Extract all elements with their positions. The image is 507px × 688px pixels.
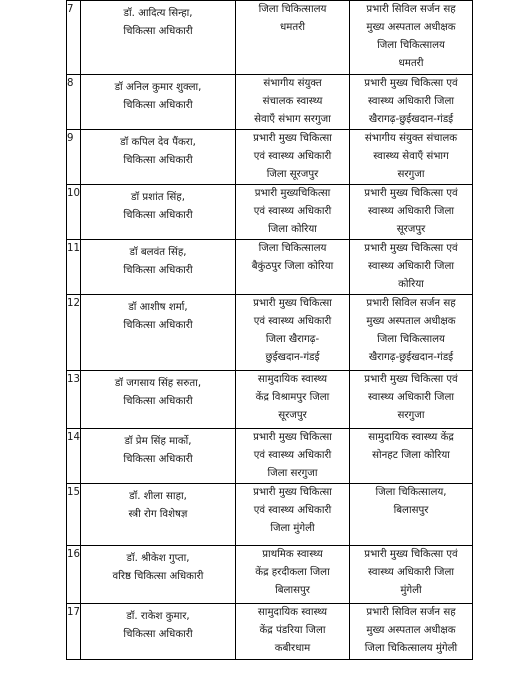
officer-name-line: डॉ अनिल कुमार शुक्ला, [114, 82, 202, 93]
current-posting-line: एवं स्वास्थ्य अधिकारी [253, 151, 332, 162]
new-posting-line: स्वास्थ्य अधिकारी जिला [367, 206, 455, 217]
officer-name-line: डॉ जगसाय सिंह सरुता, [114, 378, 202, 389]
serial-number-cell [67, 1, 81, 75]
serial-number: 11 [67, 243, 80, 254]
officer-name-cell [81, 75, 236, 130]
officer-name-line: चिकित्सा अधिकारी [123, 26, 193, 37]
new-posting-line: सोनहट जिला कोरिया [372, 450, 450, 461]
serial-number: 13 [67, 374, 80, 385]
officer-name-line: चिकित्सा अधिकारी [123, 629, 193, 640]
table-row [67, 371, 473, 429]
officer-name-line: वरिष्ठ चिकित्सा अधिकारी [112, 571, 204, 582]
new-posting-line: प्रभारी सिविल सर्जन सह [366, 607, 456, 618]
new-posting-line: स्वास्थ्य सेवाएँ संभाग [373, 151, 449, 162]
officer-name-line: डॉ प्रशांत सिंह, [131, 192, 185, 203]
table-row [67, 185, 473, 240]
new-posting-line: सरगुजा [397, 169, 425, 180]
serial-number-cell [67, 75, 81, 130]
officer-name-line: डॉ. शीला साहा, [129, 491, 187, 502]
table-row [67, 604, 473, 660]
serial-number-cell [67, 546, 81, 604]
table-row [67, 484, 473, 546]
table-body [67, 1, 473, 660]
serial-number: 17 [67, 607, 80, 618]
serial-number-cell [67, 240, 81, 295]
serial-number-cell [67, 604, 81, 660]
new-posting-cell [350, 130, 473, 185]
new-posting-line: मुख्य अस्पताल अधीक्षक [366, 316, 456, 327]
serial-number: 15 [67, 487, 80, 498]
officer-name-cell [81, 604, 236, 660]
officer-name-cell [81, 371, 236, 429]
current-posting-line: जिला मुंगेली [270, 523, 315, 534]
current-posting-cell [236, 130, 350, 185]
current-posting-cell [236, 429, 350, 484]
new-posting-line: धमतरी [398, 58, 424, 69]
current-posting-line: एवं स्वास्थ्य अधिकारी [253, 450, 332, 461]
current-posting-cell [236, 546, 350, 604]
officer-name-line: डॉ कपिल देव पैंकरा, [120, 137, 196, 148]
current-posting-line: संचालक स्वास्थ्य [262, 96, 323, 107]
serial-number: 14 [67, 432, 80, 443]
new-posting-line: प्रभारी सिविल सर्जन सह [366, 4, 456, 15]
serial-number: 16 [67, 549, 80, 560]
officer-name-line: चिकित्सा अधिकारी [123, 320, 193, 331]
new-posting-cell [350, 75, 473, 130]
current-posting-line: केंद्र हरदीकला जिला [255, 567, 330, 578]
officer-name-line: चिकित्सा अधिकारी [123, 454, 193, 465]
current-posting-line: प्रभारी मुख्य चिकित्सा [253, 432, 332, 443]
current-posting-line: सामुदायिक स्वास्थ्य [257, 607, 328, 618]
officer-name-line: डॉ बलवंत सिंह, [129, 247, 187, 258]
officer-name-line: डॉ प्रेम सिंह मार्को, [124, 436, 192, 447]
current-posting-cell [236, 1, 350, 75]
serial-number-cell [67, 484, 81, 546]
current-posting-line: एवं स्वास्थ्य अधिकारी [253, 505, 332, 516]
officer-name-cell [81, 429, 236, 484]
officer-name-line: डॉ. राकेश कुमार, [126, 611, 190, 622]
new-posting-cell [350, 1, 473, 75]
new-posting-line: जिला चिकित्सालय [377, 334, 445, 345]
current-posting-cell [236, 484, 350, 546]
current-posting-line: धमतरी [280, 22, 305, 33]
new-posting-cell [350, 240, 473, 295]
new-posting-line: स्वास्थ्य अधिकारी जिला [367, 392, 455, 403]
officer-name-cell [81, 546, 236, 604]
officer-name-cell [81, 1, 236, 75]
serial-number: 12 [67, 298, 80, 309]
new-posting-cell [350, 371, 473, 429]
new-posting-cell [350, 185, 473, 240]
new-posting-line: जिला चिकित्सालय [377, 40, 445, 51]
new-posting-cell [350, 484, 473, 546]
officer-name-line: डॉ. आदित्य सिन्हा, [123, 8, 193, 19]
officer-name-line: चिकित्सा अधिकारी [123, 210, 193, 221]
new-posting-line: संभागीय संयुक्त संचालक [364, 133, 458, 144]
current-posting-line: जिला खैरागढ़- [265, 334, 320, 345]
serial-number: 8 [67, 78, 74, 89]
officer-name-line: चिकित्सा अधिकारी [123, 100, 193, 111]
serial-number-cell [67, 130, 81, 185]
officer-name-cell [81, 185, 236, 240]
table-row [67, 295, 473, 371]
current-posting-line: एवं स्वास्थ्य अधिकारी [253, 316, 332, 327]
current-posting-line: बैकुंठपुर जिला कोरिया [251, 261, 334, 272]
current-posting-line: कबीरधाम [274, 643, 311, 654]
new-posting-line: प्रभारी मुख्य चिकित्सा एवं [364, 549, 458, 560]
new-posting-cell [350, 604, 473, 660]
officer-name-cell [81, 484, 236, 546]
new-posting-line: सूरजपुर [396, 224, 426, 235]
officer-name-line: डॉ. श्रीकेश गुप्ता, [126, 553, 190, 564]
officer-name-cell [81, 240, 236, 295]
officer-name-cell [81, 295, 236, 371]
current-posting-line: केंद्र विश्रामपुर जिला [255, 392, 330, 403]
serial-number: 9 [67, 133, 74, 144]
new-posting-line: जिला चिकित्सालय, [375, 487, 447, 498]
serial-number-cell [67, 295, 81, 371]
current-posting-line: एवं स्वास्थ्य अधिकारी [253, 206, 332, 217]
new-posting-line: प्रभारी मुख्य चिकित्सा एवं [364, 243, 458, 254]
current-posting-line: प्रभारी मुख्यचिकित्सा [254, 188, 331, 199]
current-posting-line: सामुदायिक स्वास्थ्य [257, 374, 328, 385]
current-posting-line: जिला सूरजपुर [266, 169, 319, 180]
officer-name-line: डॉ आशीष शर्मा, [128, 302, 188, 313]
current-posting-line: छुईखदान-गंडई [265, 352, 320, 363]
new-posting-line: स्वास्थ्य अधिकारी जिला [367, 96, 455, 107]
current-posting-cell [236, 75, 350, 130]
new-posting-line: जिला चिकित्सालय मुंगेली [364, 643, 458, 654]
transfer-list-table [66, 0, 473, 660]
new-posting-cell [350, 546, 473, 604]
new-posting-line: मुख्य अस्पताल अधीक्षक [366, 22, 456, 33]
current-posting-line: प्रभारी मुख्य चिकित्सा [253, 487, 332, 498]
new-posting-cell [350, 429, 473, 484]
serial-number: 7 [67, 4, 74, 15]
table-row [67, 1, 473, 75]
new-posting-line: मुख्य अस्पताल अधीक्षक [366, 625, 456, 636]
table-row [67, 546, 473, 604]
new-posting-cell [350, 295, 473, 371]
new-posting-line: सामुदायिक स्वास्थ्य केंद्र [368, 432, 454, 443]
new-posting-line: सरगुजा [397, 410, 425, 421]
new-posting-line: प्रभारी मुख्य चिकित्सा एवं [364, 188, 458, 199]
current-posting-line: सूरजपुर [278, 410, 307, 421]
officer-name-line: चिकित्सा अधिकारी [123, 265, 193, 276]
new-posting-line: खैरागढ़-छुईखदान-गंडई [368, 114, 454, 125]
current-posting-cell [236, 185, 350, 240]
officer-name-line: स्त्री रोग विशेषज्ञ [128, 509, 188, 520]
table-row [67, 240, 473, 295]
current-posting-line: जिला कोरिया [268, 224, 317, 235]
officer-name-line: चिकित्सा अधिकारी [123, 396, 193, 407]
current-posting-cell [236, 371, 350, 429]
new-posting-line: प्रभारी सिविल सर्जन सह [366, 298, 456, 309]
current-posting-line: प्राथमिक स्वास्थ्य [262, 549, 323, 560]
new-posting-line: खैरागढ़-छुईखदान-गंडई [368, 352, 454, 363]
table-row [67, 429, 473, 484]
current-posting-line: जिला चिकित्सालय [258, 4, 327, 15]
new-posting-line: प्रभारी मुख्य चिकित्सा एवं [364, 374, 458, 385]
current-posting-line: जिला सरगुजा [267, 468, 318, 479]
new-posting-line: स्वास्थ्य अधिकारी जिला [367, 261, 455, 272]
table-row [67, 130, 473, 185]
new-posting-line: कोरिया [398, 279, 424, 290]
current-posting-line: जिला चिकित्सालय [258, 243, 327, 254]
serial-number-cell [67, 429, 81, 484]
officer-name-cell [81, 130, 236, 185]
current-posting-line: सेवाएँ संभाग सरगुजा [254, 114, 331, 125]
serial-number: 10 [67, 188, 80, 199]
serial-number-cell [67, 371, 81, 429]
current-posting-line: प्रभारी मुख्य चिकित्सा [253, 133, 332, 144]
officer-name-line: चिकित्सा अधिकारी [123, 155, 193, 166]
current-posting-cell [236, 240, 350, 295]
current-posting-line: केंद्र पंडरिया जिला [259, 625, 326, 636]
current-posting-line: संभागीय संयुक्त [263, 78, 322, 89]
new-posting-line: बिलासपुर [393, 505, 429, 516]
current-posting-cell [236, 295, 350, 371]
current-posting-line: प्रभारी मुख्य चिकित्सा [253, 298, 332, 309]
new-posting-line: प्रभारी मुख्य चिकित्सा एवं [364, 78, 458, 89]
table-row [67, 75, 473, 130]
current-posting-cell [236, 604, 350, 660]
serial-number-cell [67, 185, 81, 240]
current-posting-line: बिलासपुर [275, 585, 310, 596]
new-posting-line: स्वास्थ्य अधिकारी जिला [367, 567, 455, 578]
new-posting-line: मुंगेली [400, 585, 422, 596]
